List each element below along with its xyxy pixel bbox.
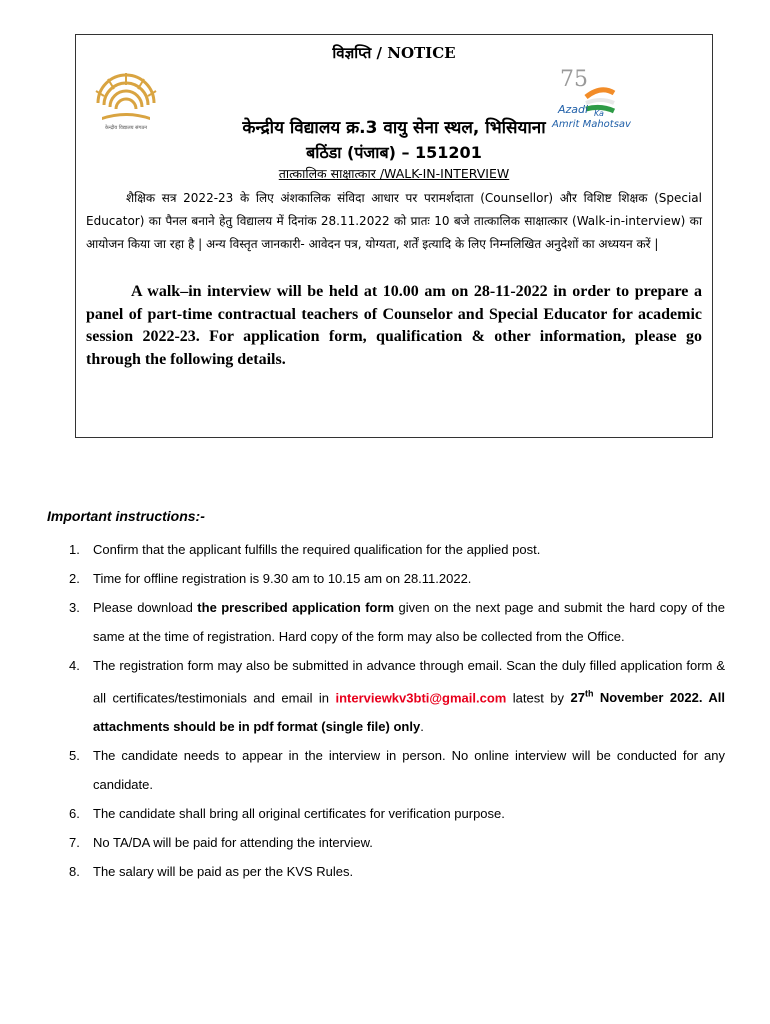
deadline-day-suffix: th bbox=[584, 689, 594, 699]
list-item bbox=[65, 564, 725, 593]
notice-box bbox=[75, 34, 713, 438]
list-item-text-pre: The registration form may also be submitted in advance through email. Scan the duly filled application form & all certificates/testimonials and email in bbox=[93, 658, 725, 706]
azadi-logo-ka: Ka bbox=[594, 109, 604, 118]
instructions-heading: Important instructions:- bbox=[47, 508, 205, 524]
email-link[interactable]: interviewkv3bti@gmail.com bbox=[335, 690, 507, 706]
list-item bbox=[65, 651, 725, 741]
list-item-text-end: . bbox=[420, 719, 424, 735]
list-item-number: 1. bbox=[69, 542, 80, 557]
hindi-paragraph: शैक्षिक सत्र 2022-23 के लिए अंशकालिक संविदा आधार पर परामर्शदाता (Counsellor) और विशिष्ट शिक्षक (Special Educator) का पैनल बनाने हेतु विद्यालय में दिनांक 28.11.2022 को प्रातः 10 बजे तात्कालिक साक्षात्कार (Walk-in-interview) का आयोजन किया जा रहा है | अन्य विस्तृत जानकारी- आवेदन पत्र, योग्यता, शर्तें इत्यादि के लिए निम्नलिखित अनुदेशों का अध्ययन करें | bbox=[86, 191, 702, 251]
list-item-text-pre: Please download bbox=[93, 600, 198, 615]
list-item-text: The salary will be paid as per the KVS Rules. bbox=[93, 864, 354, 880]
list-item-text-post: given on the next page and submit the hard copy of the same at the time of registration. Hard copy of the form may also be collected from the Office. bbox=[93, 600, 725, 644]
azadi-logo-line2: Amrit Mahotsav bbox=[552, 119, 631, 130]
list-item-text: No TA/DA will be paid for attending the interview. bbox=[93, 835, 373, 851]
school-name: केन्द्रीय विद्यालय क्र.3 वायु सेना स्थल, भिसियाना bbox=[242, 118, 546, 138]
azadi-logo-line1: Azadi bbox=[558, 103, 589, 116]
list-item bbox=[65, 828, 725, 857]
interview-heading: तात्कालिक साक्षात्कार /WALK-IN-INTERVIEW bbox=[278, 166, 510, 181]
list-item bbox=[65, 741, 725, 799]
list-item-text: The candidate needs to appear in the interview in person. No online interview will be conducted for any candidate. bbox=[93, 748, 725, 793]
list-item-number: 7. bbox=[69, 835, 80, 851]
list-item-number: 5. bbox=[69, 748, 80, 764]
notice-title: विज्ञप्ति / NOTICE bbox=[332, 44, 456, 62]
azadi-logo-number: 75 bbox=[560, 67, 588, 92]
deadline-rest: November 2022. All attachments should be in pdf format (single file) only bbox=[93, 690, 726, 735]
list-item-text: Confirm that the applicant fulfills the required qualification for the applied post. bbox=[93, 542, 541, 557]
list-item bbox=[65, 535, 725, 564]
school-address: बठिंडा (पंजाब) – 151201 bbox=[306, 143, 482, 162]
list-item-number: 4. bbox=[69, 658, 80, 673]
instructions-list bbox=[65, 535, 725, 886]
list-item-text-mid: latest by bbox=[506, 690, 571, 706]
list-item-number: 2. bbox=[69, 571, 80, 586]
list-item bbox=[65, 799, 725, 828]
list-item-number: 6. bbox=[69, 806, 80, 822]
list-item-text: Time for offline registration is 9.30 am to 10.15 am on 28.11.2022. bbox=[93, 571, 472, 586]
list-item-number: 3. bbox=[69, 600, 80, 615]
list-item-number: 8. bbox=[69, 864, 80, 880]
list-item bbox=[65, 593, 725, 651]
list-item-text: The candidate shall bring all original certificates for verification purpose. bbox=[93, 806, 505, 822]
list-item bbox=[65, 857, 725, 886]
list-item-text-bold: the prescribed application form bbox=[197, 600, 395, 615]
english-paragraph: A walk–in interview will be held at 10.00 am on 28-11-2022 in order to prepare a panel of part-time contractual teachers of Counselor and Special Educator for academic session 2022-23. For application form, qualification & other information, please go through the following details. bbox=[86, 283, 702, 368]
deadline-day: 27 bbox=[570, 690, 585, 706]
kvs-logo-text: केन्द्रीय विद्यालय संगठन bbox=[104, 125, 148, 131]
